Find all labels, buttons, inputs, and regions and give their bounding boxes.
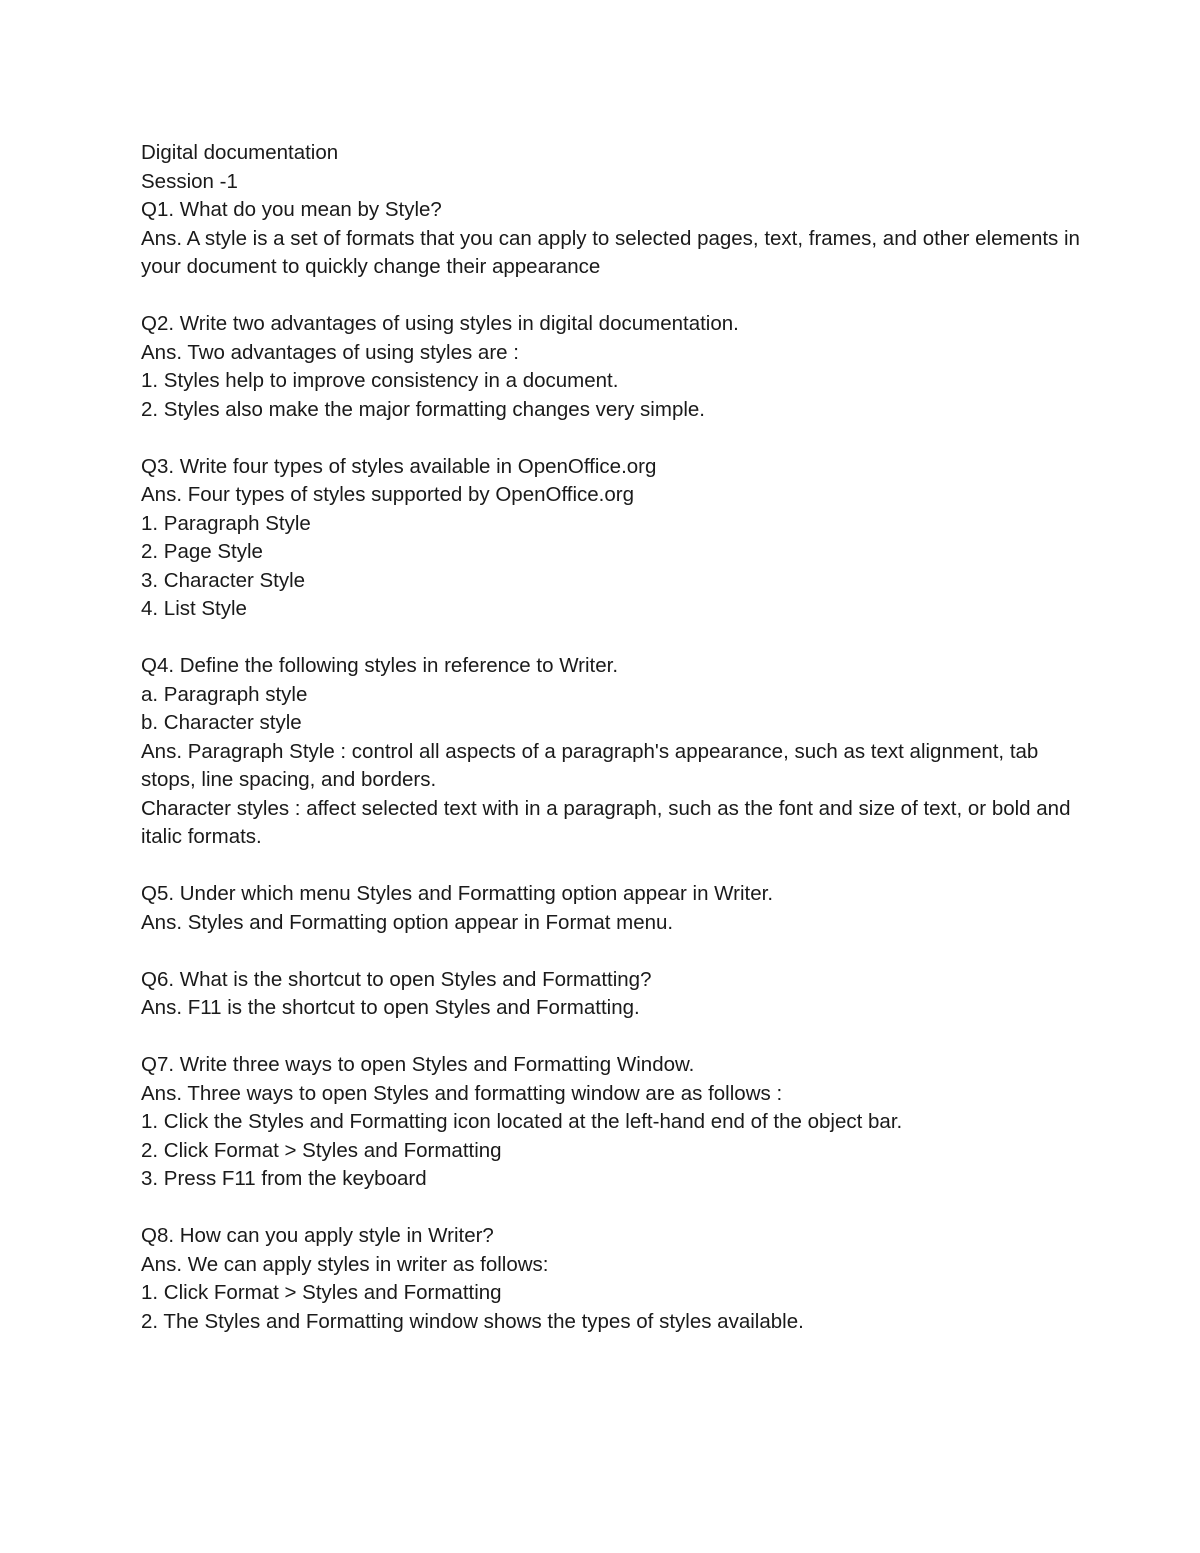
spacer — [141, 624, 1081, 653]
q4-question: Q4. Define the following styles in reference to Writer. — [141, 654, 619, 677]
spacer — [141, 282, 1081, 311]
q8-item: 1. Click Format > Styles and Formatting — [141, 1281, 502, 1304]
q4-answer-continued: Character styles : affect selected text with in a paragraph, such as the font and size of text, or bold and italic formats. — [141, 796, 1071, 848]
q3-item: 3. Character Style — [141, 568, 306, 592]
q1-question: Q1. What do you mean by Style? — [141, 198, 442, 221]
q4-item: b. Character style — [141, 711, 302, 734]
q4-answer: Ans. Paragraph Style : control all aspects of a paragraph's appearance, such as text alignment, tab stops, line spacing, and borders. — [141, 739, 1039, 791]
spacer — [141, 937, 1081, 966]
spacer — [141, 1023, 1081, 1052]
spacer — [141, 852, 1081, 881]
q7-item: 2. Click Format > Styles and Formatting — [141, 1138, 502, 1162]
q7-item: 3. Press F11 from the keyboard — [141, 1167, 427, 1190]
q2-answer: Ans. Two advantages of using styles are : — [141, 340, 519, 364]
q5-question: Q5. Under which menu Styles and Formatting option appear in Writer. — [141, 882, 774, 905]
q4-item: a. Paragraph style — [141, 682, 308, 706]
document-body — [141, 139, 1081, 1336]
q8-question: Q8. How can you apply style in Writer? — [141, 1224, 494, 1247]
q2-item: 1. Styles help to improve consistency in a document. — [141, 369, 619, 392]
session-label: Session -1 — [141, 169, 238, 193]
q7-item: 1. Click the Styles and Formatting icon located at the left-hand end of the object bar. — [141, 1110, 903, 1133]
q3-question: Q3. Write four types of styles available in OpenOffice.org — [141, 454, 657, 478]
spacer — [141, 424, 1081, 453]
q3-answer: Ans. Four types of styles supported by OpenOffice.org — [141, 483, 635, 506]
q8-item: 2. The Styles and Formatting window shows the types of styles available. — [141, 1309, 804, 1333]
q2-item: 2. Styles also make the major formatting changes very simple. — [141, 397, 705, 421]
q2-question: Q2. Write two advantages of using styles in digital documentation. — [141, 312, 739, 335]
q3-item: 1. Paragraph Style — [141, 511, 311, 535]
q3-item: 4. List Style — [141, 597, 247, 620]
q7-question: Q7. Write three ways to open Styles and Formatting Window. — [141, 1053, 695, 1076]
q8-answer: Ans. We can apply styles in writer as follows: — [141, 1252, 549, 1276]
document-title: Digital documentation — [141, 141, 339, 164]
q6-question: Q6. What is the shortcut to open Styles and Formatting? — [141, 967, 652, 991]
q5-answer: Ans. Styles and Formatting option appear in Format menu. — [141, 910, 674, 934]
q3-item: 2. Page Style — [141, 540, 263, 563]
spacer — [141, 1194, 1081, 1223]
q1-answer: Ans. A style is a set of formats that you can apply to selected pages, text, frames, and other elements in your document to quickly change their appearance — [141, 226, 1080, 278]
q6-answer: Ans. F11 is the shortcut to open Styles and Formatting. — [141, 996, 640, 1019]
q7-answer: Ans. Three ways to open Styles and formatting window are as follows : — [141, 1081, 783, 1105]
